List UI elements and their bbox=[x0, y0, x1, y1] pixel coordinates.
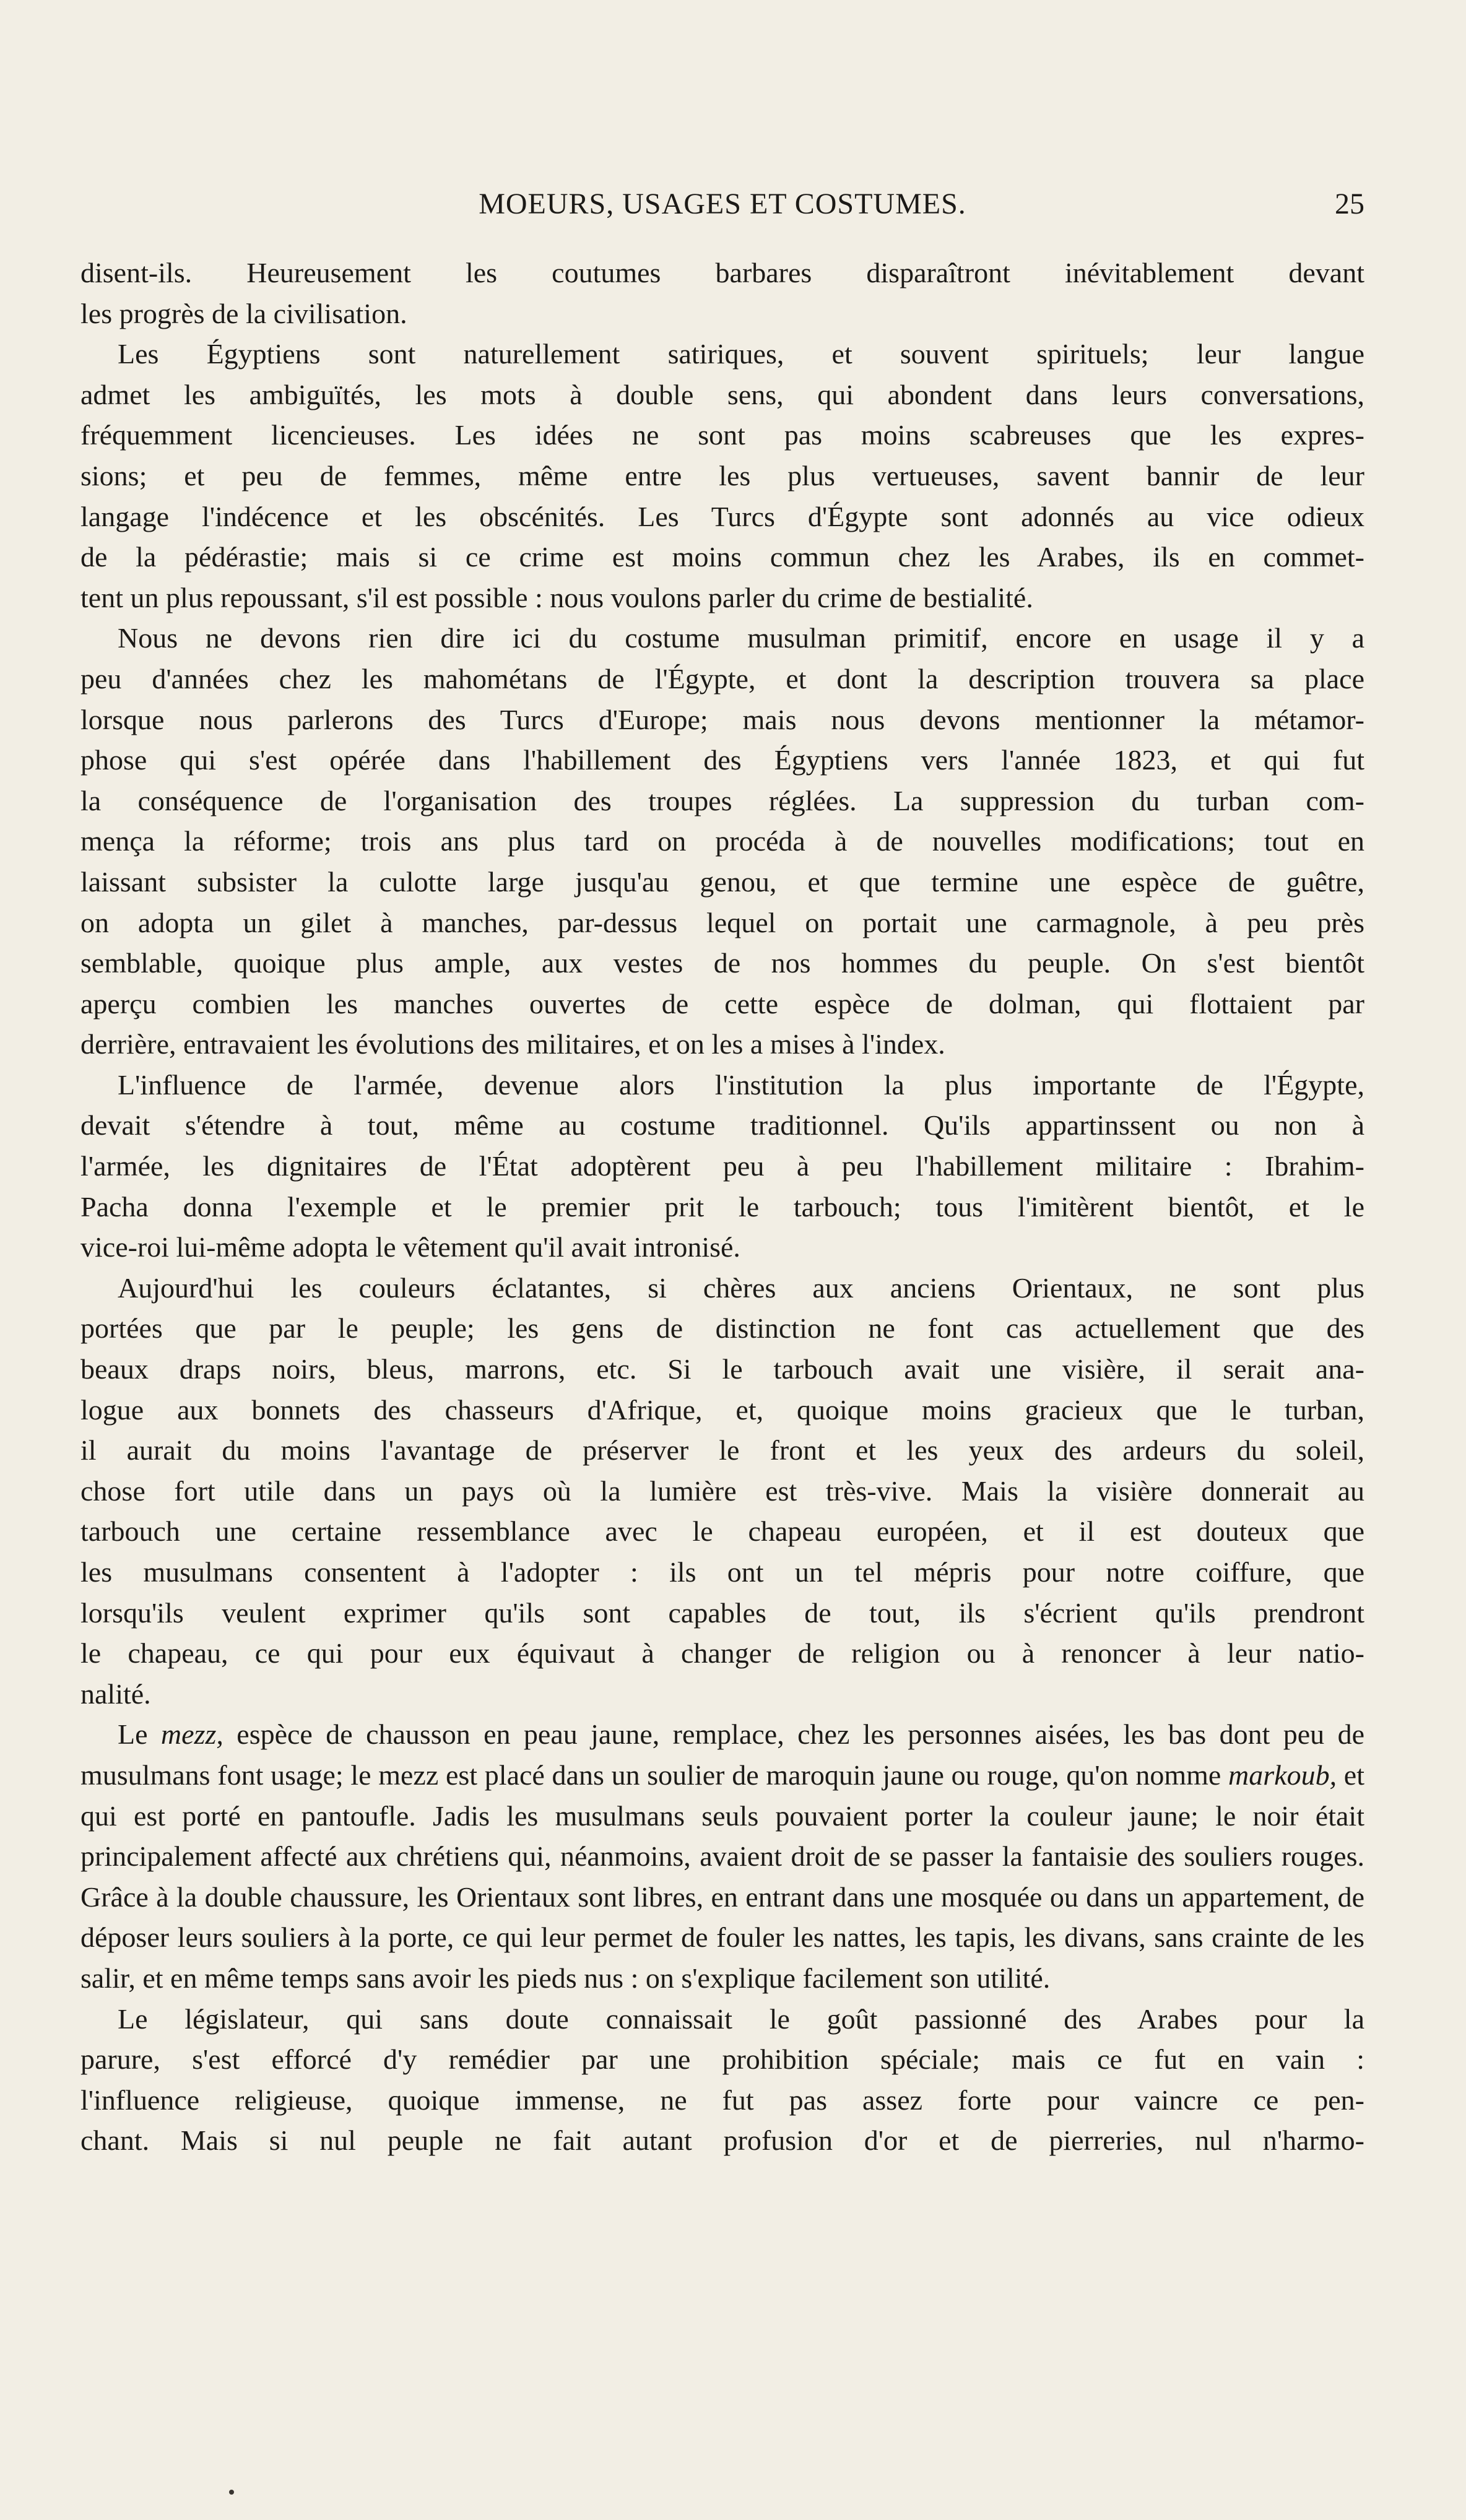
text-line: Nous ne devons rien dire ici du costume musulman primitif, encore en usage il y a bbox=[118, 622, 1364, 654]
text-segment: espèce de chausson en peau jaune, remplace, chez les personnes aisées, les bas dont peu de musulmans font usage; le mezz est placé dans un soulier de maroquin jaune ou rouge, qu'on nomme bbox=[80, 1718, 1364, 1791]
text-line: l'armée, les dignitaires de l'État adoptèrent peu à peu l'habillement militaire : Ibrahim- bbox=[80, 1150, 1364, 1182]
text-line: aperçu combien les manches ouvertes de cette espèce de dolman, qui flottaient par bbox=[80, 987, 1364, 1020]
text-line: fréquemment licencieuses. Les idées ne sont pas moins scabreuses que les expres- bbox=[80, 419, 1364, 451]
text-line: le chapeau, ce qui pour eux équivaut à changer de religion ou à renoncer à leur natio- bbox=[80, 1637, 1364, 1669]
text-line: disent-ils. Heureusement les coutumes barbares disparaîtront inévitablement devant bbox=[80, 257, 1364, 288]
text-line: on adopta un gilet à manches, par-dessus lequel on portait une carmagnole, à peu près bbox=[80, 906, 1364, 938]
text-line: l'influence religieuse, quoique immense, ne fut pas assez forte pour vaincre ce pen- bbox=[80, 2084, 1364, 2116]
text-segment: Le bbox=[118, 1718, 161, 1751]
text-line: portées que par le peuple; les gens de distinction ne font cas actuellement que des bbox=[80, 1312, 1364, 1344]
text-line: chose fort utile dans un pays où la lumière est très-vive. Mais la visière donnerait au bbox=[80, 1474, 1364, 1507]
text-line: logue aux bonnets des chasseurs d'Afrique, et, quoique moins gracieux que le turban, bbox=[80, 1393, 1364, 1426]
text-line: mença la réforme; trois ans plus tard on procéda à de nouvelles modifications; tout en bbox=[80, 825, 1364, 857]
text-line: L'influence de l'armée, devenue alors l'institution la plus importante de l'Égypte, bbox=[118, 1068, 1364, 1101]
text-line: Pacha donna l'exemple et le premier prit le tarbouch; tous l'imitèrent bientôt, et le bbox=[80, 1190, 1364, 1223]
text-line: il aurait du moins l'avantage de préserver le front et les yeux des ardeurs du soleil, bbox=[80, 1434, 1364, 1466]
text-line: tent un plus repoussant, s'il est possible : nous voulons parler du crime de bestialité. bbox=[80, 581, 1033, 613]
text-line: sions; et peu de femmes, même entre les plus vertueuses, savent bannir de leur bbox=[80, 459, 1364, 491]
text-segment: et qui est porté en pantoufle. Jadis les musulmans seuls pouvaient porter la couleur jaune; le noir était principalement affecté aux chrétiens qui, néanmoins, avaient droit de se passer la fantaisie des souliers rouges. Grâce à la double chaussure, les Orientaux sont libres, en entrant dans une mosquée ou dans un appartement, de déposer leurs souliers à la porte, ce qui leur permet de fouler les nattes, les tapis, les divans, sans crainte de les salir, et en même temps sans avoir les pieds nus : on s'explique facilement son utilité. bbox=[80, 1759, 1364, 1994]
text-line: nalité. bbox=[80, 1678, 151, 1710]
text-line: tarbouch une certaine ressemblance avec le chapeau européen, et il est douteux que bbox=[80, 1515, 1364, 1548]
paragraph-mezz bbox=[80, 1714, 1364, 1998]
text-line: admet les ambiguïtés, les mots à double sens, qui abondent dans leurs conversations, bbox=[80, 378, 1364, 410]
text-line: lorsqu'ils veulent exprimer qu'ils sont capables de tout, ils s'écrient qu'ils prendront bbox=[80, 1596, 1364, 1629]
ink-speck bbox=[229, 2490, 234, 2495]
text-line: parure, s'est efforcé d'y remédier par une prohibition spéciale; mais ce fut en vain : bbox=[80, 2043, 1364, 2076]
text-line: la conséquence de l'organisation des troupes réglées. La suppression du turban com- bbox=[80, 784, 1364, 816]
text-line: beaux draps noirs, bleus, marrons, etc. Si le tarbouch avait une visière, il serait ana- bbox=[80, 1353, 1364, 1385]
text-line: peu d'années chez les mahométans de l'Égypte, et dont la description trouvera sa place bbox=[80, 662, 1364, 695]
text-line: les progrès de la civilisation. bbox=[80, 297, 407, 329]
text-line: Le législateur, qui sans doute connaissait le goût passionné des Arabes pour la bbox=[118, 2003, 1364, 2035]
text-line: derrière, entravaient les évolutions des militaires, et on les a mises à l'index. bbox=[80, 1028, 945, 1060]
body-text bbox=[80, 253, 1364, 2161]
text-line: les musulmans consentent à l'adopter : ils ont un tel mépris pour notre coiffure, que bbox=[80, 1556, 1364, 1588]
page-header bbox=[80, 186, 1364, 223]
text-line: langage l'indécence et les obscénités. Les Turcs d'Égypte sont adonnés au vice odieux bbox=[80, 500, 1364, 532]
text-line: vice-roi lui-même adopta le vêtement qu'il avait intronisé. bbox=[80, 1231, 740, 1263]
text-line: Les Égyptiens sont naturellement satiriques, et souvent spirituels; leur langue bbox=[118, 338, 1364, 370]
text-line: Aujourd'hui les couleurs éclatantes, si chères aux anciens Orientaux, ne sont plus bbox=[118, 1271, 1364, 1304]
italic-term-markoub: markoub, bbox=[1228, 1759, 1337, 1791]
text-line: lorsque nous parlerons des Turcs d'Europe; mais nous devons mentionner la métamor- bbox=[80, 703, 1364, 735]
page-number: 25 bbox=[1335, 188, 1364, 220]
text-line: semblable, quoique plus ample, aux vestes de nos hommes du peuple. On s'est bientôt bbox=[80, 947, 1364, 979]
text-line: chant. Mais si nul peuple ne fait autant profusion d'or et de pierreries, nul n'harmo- bbox=[80, 2124, 1364, 2157]
text-line: devait s'étendre à tout, même au costume traditionnel. Qu'ils appartinssent ou non à bbox=[80, 1109, 1364, 1141]
text-line: phose qui s'est opérée dans l'habillement des Égyptiens vers l'année 1823, et qui fut bbox=[80, 744, 1364, 776]
text-line: laissant subsister la culotte large jusqu'au genou, et que termine une espèce de guêtre, bbox=[80, 865, 1364, 898]
italic-term-mezz: mezz, bbox=[160, 1718, 223, 1751]
running-title: MOEURS, USAGES ET COSTUMES. bbox=[479, 188, 966, 220]
text-line: de la pédérastie; mais si ce crime est moins commun chez les Arabes, ils en commet- bbox=[80, 541, 1364, 573]
